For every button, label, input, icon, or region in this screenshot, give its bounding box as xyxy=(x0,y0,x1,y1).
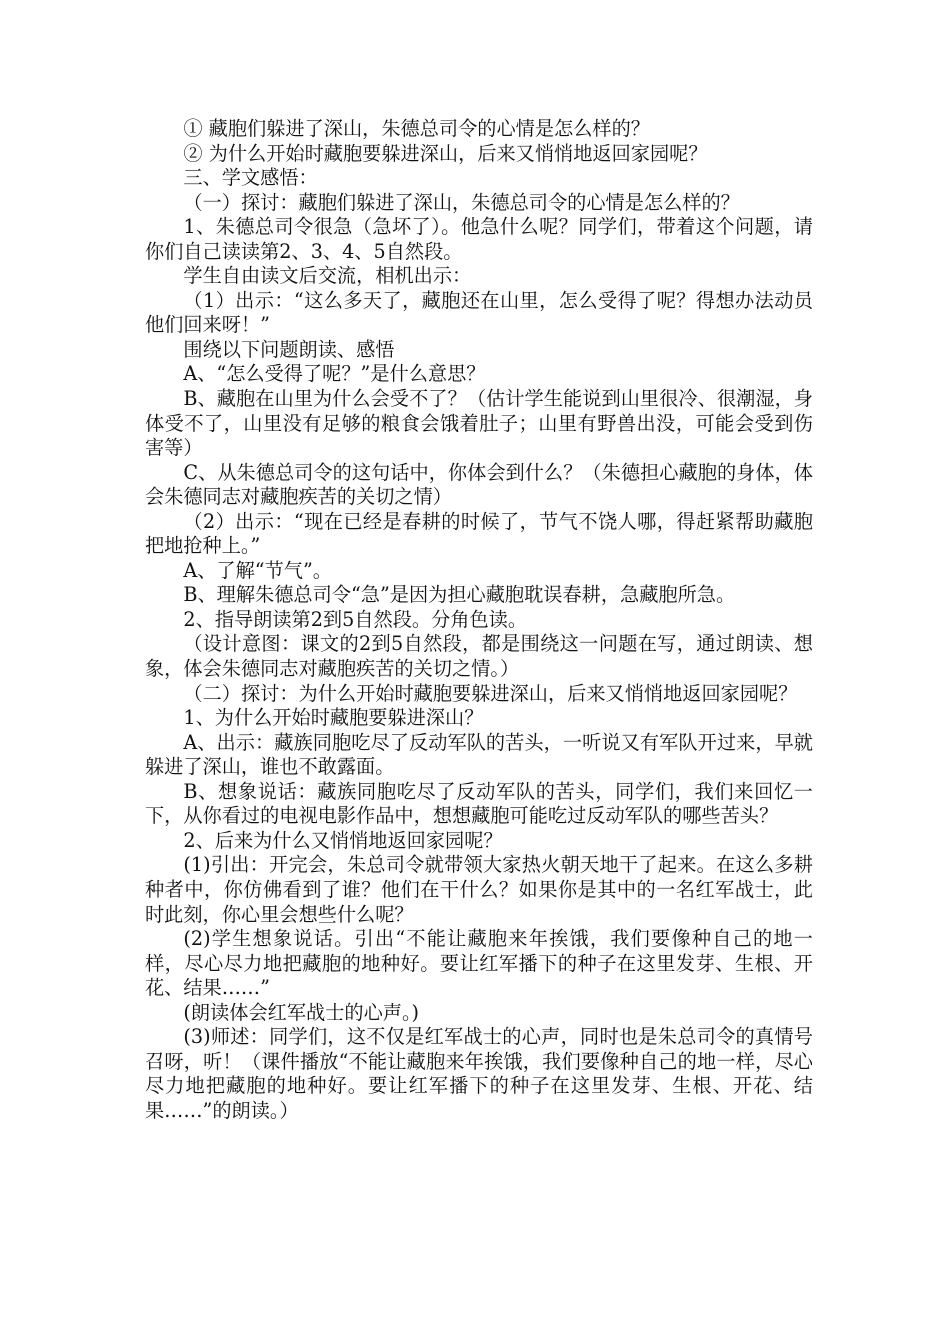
subsection-heading-1: （一）探讨：藏胞们躲进了深山，朱德总司令的心情是怎么样的？ xyxy=(183,190,740,214)
question-2: ② 为什么开始时藏胞要躲进深山，后来又悄悄地返回家园呢？ xyxy=(183,141,708,165)
paragraph-item-b: B、藏胞在山里为什么会受不了？（估计学生能说到山里很冷、很潮湿，身体受不了，山里没有足够的粮食会饿着肚子；山里有野兽出没，可能会受到伤害等） xyxy=(145,387,813,460)
paragraph-show-1: （1）出示：“这么多天了，藏胞还在山里，怎么受得了呢？得想办法动员他们回来呀！” xyxy=(145,288,813,337)
paragraph-q2-1: (1)引出：开完会，朱总司令就带领大家热火朝天地干了起来。在这么多耕种者中，你仿佛看到了谁？他们在干什么？如果你是其中的一名红军战士，此时此刻，你心里会想些什么呢？ xyxy=(145,853,813,926)
paragraph-q2-2: (2)学生想象说话。引出“不能让藏胞来年挨饿，我们要像种自己的地一样，尽心尽力地把藏胞的地种好。要让红军播下的种子在这里发芽、生根、开花、结果……” xyxy=(145,927,813,1000)
paragraph-item-c: C、从朱德总司令的这句话中，你体会到什么？（朱德担心藏胞的身体，体会朱德同志对藏胞疾苦的关切之情） xyxy=(145,460,813,509)
paragraph-item-a: A、“怎么受得了呢？”是什么意思？ xyxy=(183,362,486,386)
paragraph-item-b2: B、理解朱德总司令“急”是因为担心藏胞耽误春耕，急藏胞所急。 xyxy=(183,583,736,607)
subsection-heading-2: （二）探讨：为什么开始时藏胞要躲进深山，后来又悄悄地返回家园呢？ xyxy=(183,681,798,705)
section-heading-3: 三、学文感悟： xyxy=(183,166,318,190)
paragraph-questions-intro: 围绕以下问题朗读、感悟 xyxy=(183,337,395,361)
paragraph-q1: 1、为什么开始时藏胞要躲进深山？ xyxy=(183,706,484,730)
paragraph-reading: 学生自由读文后交流，相机出示： xyxy=(183,264,472,288)
paragraph-step-2: 2、指导朗读第2到5自然段。分角色读。 xyxy=(183,607,528,631)
question-1: ① 藏胞们躲进了深山，朱德总司令的心情是怎么样的？ xyxy=(183,117,650,140)
paragraph-design-intent: （设计意图：课文的2到5自然段，都是围绕这一问题在写，通过朗读、想象，体会朱德同志对藏胞疾苦的关切之情。） xyxy=(145,632,813,681)
paragraph-q1-a: A、出示：藏族同胞吃尽了反动军队的苦头，一听说又有军队开过来，早就躲进了深山，谁也不敢露面。 xyxy=(145,730,813,779)
document-page xyxy=(145,117,813,1123)
paragraph-q1-b: B、想象说话：藏族同胞吃尽了反动军队的苦头，同学们，我们来回忆一下，从你看过的电视电影作品中，想想藏胞可能吃过反动军队的哪些苦头？ xyxy=(145,779,813,828)
paragraph-step-1: 1、朱德总司令很急（急坏了）。他急什么呢？同学们，带着这个问题，请你们自己读读第2、3、4、5自然段。 xyxy=(145,215,813,263)
paragraph-item-a2: A、了解“节气”。 xyxy=(183,558,332,582)
paragraph-q2-3: (3)师述：同学们，这不仅是红军战士的心声，同时也是朱总司令的真情号召呀，听！（课件播放“不能让藏胞来年挨饿，我们要像种自己的地一样，尽心尽力地把藏胞的地种好。要让红军播下的种子在这里发芽、生根、开花、结果……”的朗读。） xyxy=(145,1025,813,1122)
paragraph-show-2: （2）出示：“现在已经是春耕的时候了，节气不饶人哪，得赶紧帮助藏胞把地抢种上。” xyxy=(145,509,813,558)
paragraph-q2-note: (朗读体会红军战士的心声。) xyxy=(183,1000,420,1024)
paragraph-q2: 2、后来为什么又悄悄地返回家园呢？ xyxy=(183,828,503,852)
